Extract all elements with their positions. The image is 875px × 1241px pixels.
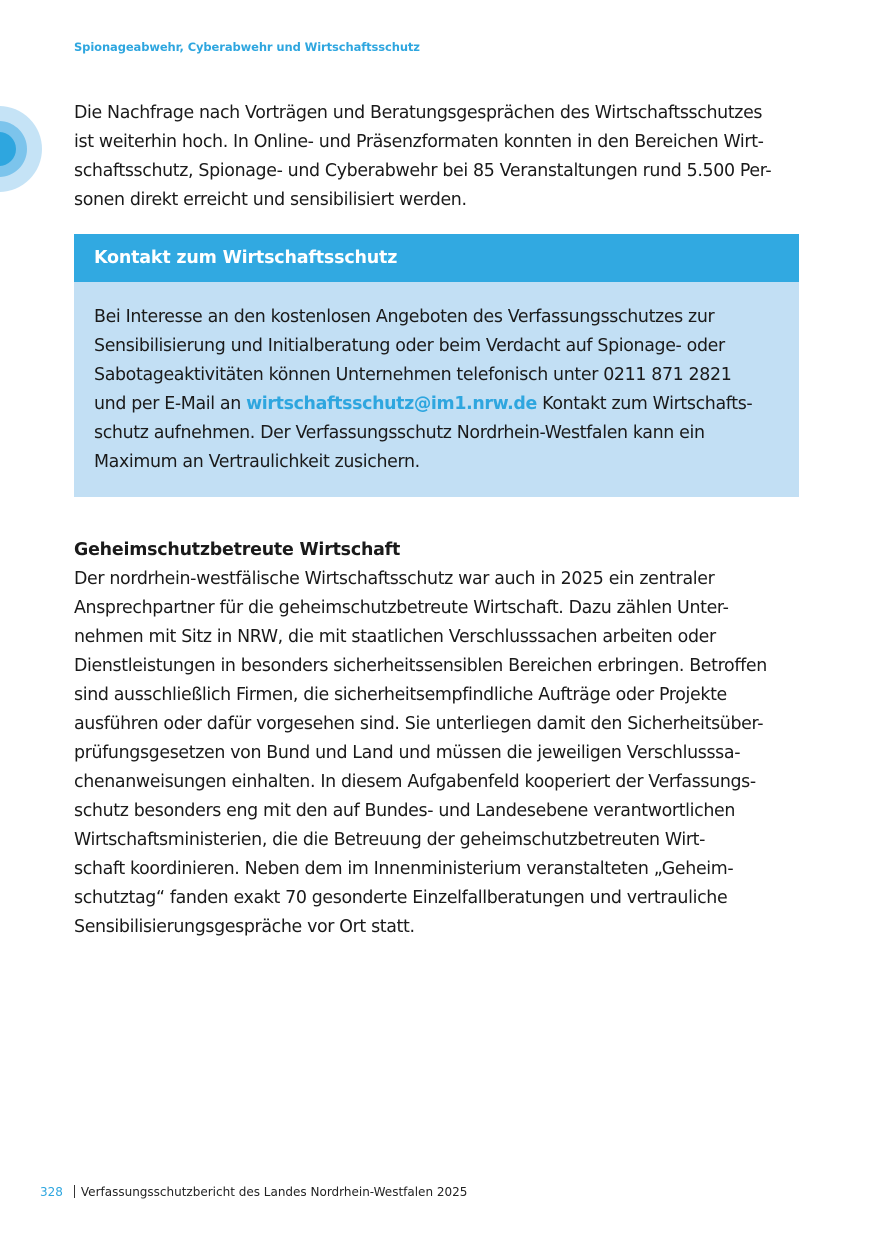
text-line (94, 390, 794, 419)
text-line: Ansprechpartner für die geheimschutzbetreute Wirtschaft. Dazu zählen Unter- (74, 598, 729, 618)
text-line: Die Nachfrage nach Vorträgen und Beratungsgesprächen des Wirtschaftsschutzes (74, 103, 763, 123)
contact-info-box (74, 234, 799, 497)
text-line: chenanweisungen einhalten. In diesem Aufgabenfeld kooperiert der Verfassungs- (74, 772, 756, 792)
text-line: schaftsschutz, Spionage- und Cyberabwehr bei 85 Veranstaltungen rund 5.500 Per- (74, 161, 772, 181)
text-line: sind ausschließlich Firmen, die sicherheitsempfindliche Aufträge oder Projekte (74, 685, 727, 705)
text-line: sonen direkt erreicht und sensibilisiert werden. (74, 190, 467, 210)
text-line: schutz besonders eng mit den auf Bundes- und Landesebene verantwortlichen (74, 801, 736, 821)
contact-box-body (94, 303, 794, 477)
section-paragraph (74, 565, 804, 942)
intro-paragraph (74, 99, 804, 215)
page-footer (40, 1185, 467, 1199)
email-prefix: und per E-Mail an (94, 394, 247, 414)
publication-title: Verfassungsschutzbericht des Landes Nordrhein-Westfalen 2025 (80, 1185, 468, 1199)
text-line: Wirtschaftsministerien, die die Betreuung der geheimschutzbetreuten Wirt- (74, 830, 706, 850)
text-line: ausführen oder dafür vorgesehen sind. Sie unterliegen damit den Sicherheitsüber- (74, 714, 764, 734)
text-line: schutztag“ fanden exakt 70 gesonderte Einzelfallberatungen und vertrauliche (74, 888, 728, 908)
running-header: Spionageabwehr, Cyberabwehr und Wirtschaftsschutz (74, 40, 420, 54)
text-line: nehmen mit Sitz in NRW, die mit staatlichen Verschlusssachen arbeiten oder (74, 627, 716, 647)
text-line: Dienstleistungen in besonders sicherheitssensiblen Bereichen erbringen. Betroffen (74, 656, 767, 676)
text-line: prüfungsgesetzen von Bund und Land und müssen die jeweiligen Verschlusssa- (74, 743, 741, 763)
email-link[interactable]: wirtschaftsschutz@im1.nrw.de (246, 394, 537, 414)
text-line: Sensibilisierungsgespräche vor Ort statt. (74, 917, 415, 937)
text-line: Sensibilisierung und Initialberatung oder beim Verdacht auf Spionage- oder (94, 336, 725, 356)
text-line: Der nordrhein-westfälische Wirtschaftsschutz war auch in 2025 ein zentraler (74, 569, 715, 589)
page-number: 328 (40, 1185, 63, 1199)
text-line: Sabotageaktivitäten können Unternehmen telefonisch unter 0211 871 2821 (94, 365, 732, 385)
text-line: Bei Interesse an den kostenlosen Angeboten des Verfassungsschutzes zur (94, 307, 715, 327)
footer-divider (74, 1185, 75, 1198)
text-line: schutz aufnehmen. Der Verfassungsschutz Nordrhein-Westfalen kann ein (94, 423, 705, 443)
text-line: schaft koordinieren. Neben dem im Innenministerium veranstalteten „Geheim- (74, 859, 734, 879)
contact-box-title: Kontakt zum Wirtschaftsschutz (74, 234, 799, 282)
text-line: Maximum an Vertraulichkeit zusichern. (94, 452, 420, 472)
text-line: ist weiterhin hoch. In Online- und Präsenzformaten konnten in den Bereichen Wirt- (74, 132, 764, 152)
email-suffix: Kontakt zum Wirtschafts- (536, 394, 753, 414)
section-heading: Geheimschutzbetreute Wirtschaft (74, 540, 401, 560)
